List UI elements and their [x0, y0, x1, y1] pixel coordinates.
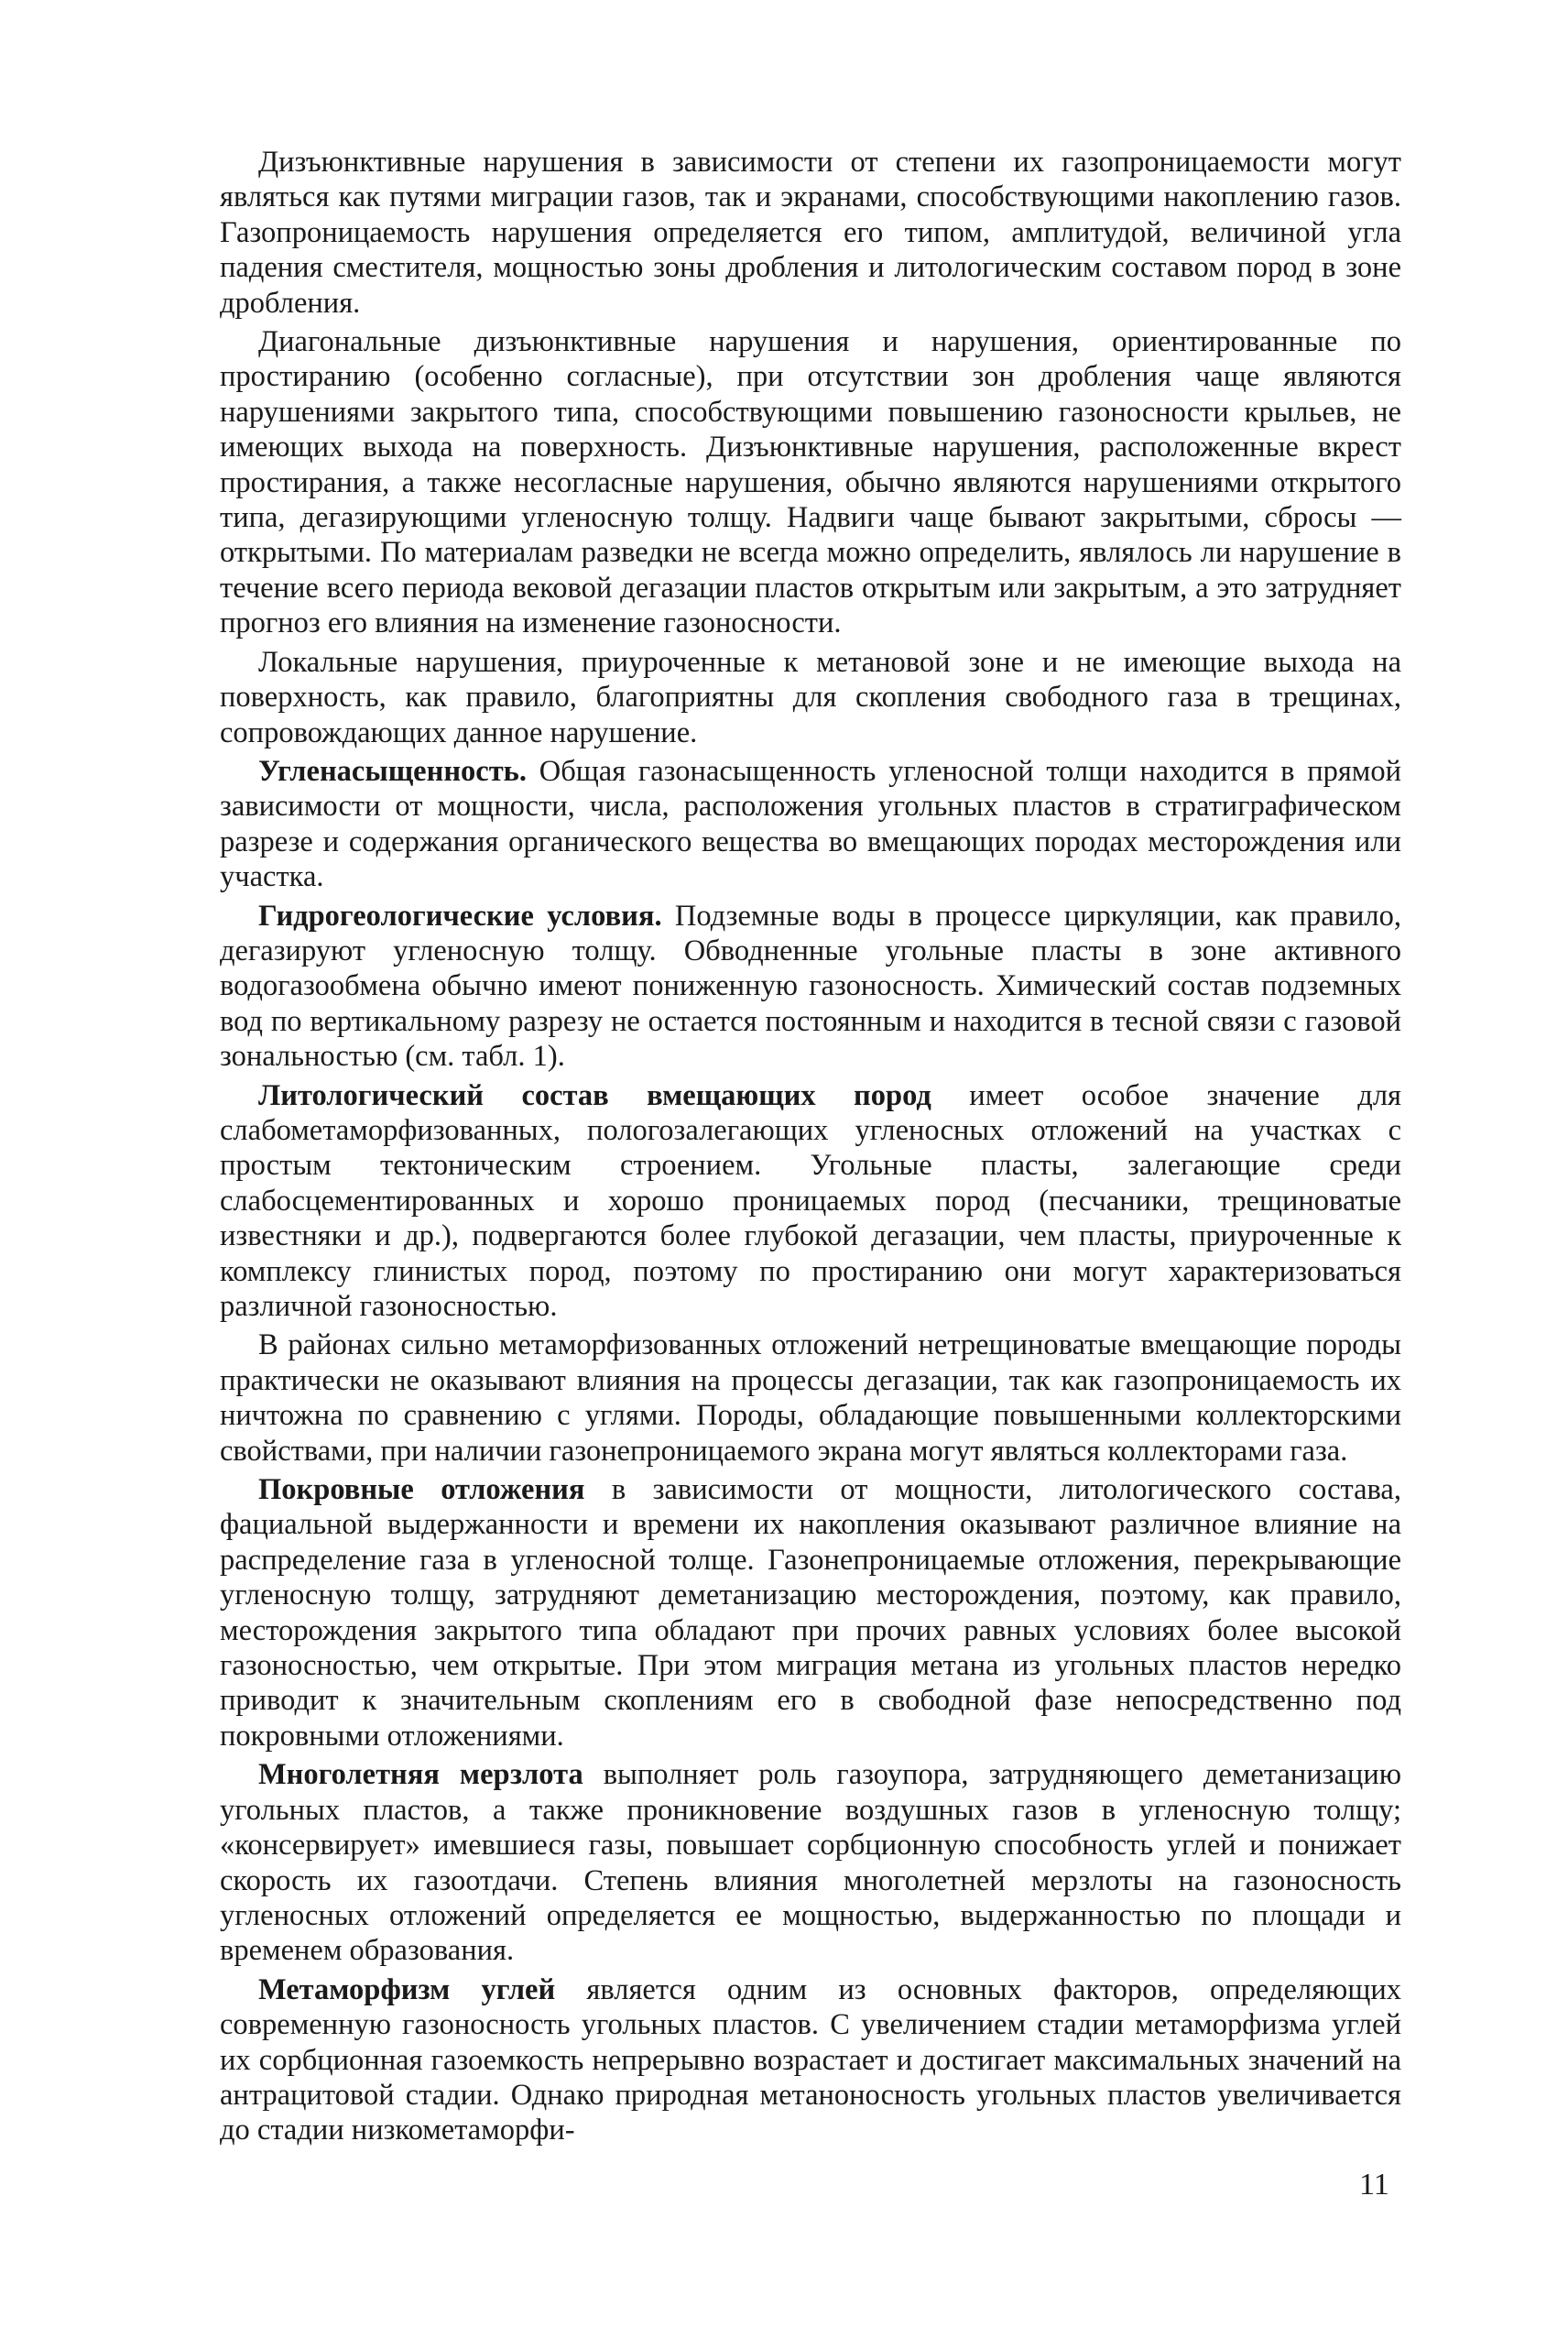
section-heading: Литологический состав вмещающих пород	[258, 1078, 931, 1112]
paragraph-permafrost	[220, 1757, 1401, 1968]
section-heading: Многолетняя мерзлота	[258, 1758, 583, 1792]
paragraph-hydrogeology	[220, 899, 1401, 1075]
paragraph-lithology	[220, 1078, 1401, 1325]
paragraph-text: в зависимости от мощности, литологического состава, фациальной выдержанности и времени их накопления оказывают различное влияние на распределение газа в угленосной толще. Газонепроницаемые отложения, перекрывающие угленосную толщу, затрудняют деметанизацию месторождения, поэтому, как правило, месторождения закрытого типа обладают при прочих равных условиях более высокой газоносностью, чем открытые. При этом миграция метана из угольных пластов нередко приводит к значительным скоплениям его в свободной фазе непосредственно под покровными отложениями.	[220, 1473, 1401, 1753]
paragraph-coal-saturation	[220, 754, 1401, 895]
paragraph-disjunctive-faults	[220, 145, 1401, 321]
section-heading: Покровные отложения	[258, 1473, 585, 1507]
paragraph-text: является одним из основных факторов, определяющих современную газоносность угольных пластов. С увеличением стадии метаморфизма углей их сорбционная газоемкость непрерывно возрастает и достигает максимальных значений на антрацитовой стадии. Однако природная метаноносность угольных пластов увеличивается до стадии низкометаморфи-	[220, 1972, 1401, 2147]
paragraph-metamorphosed-deposits	[220, 1327, 1401, 1469]
paragraph-text: Общая газонасыщенность угленосной толщи находится в прямой зависимости от мощности, числа, расположения угольных пластов в стратиграфическом разрезе и содержания органического вещества во вмещающих породах месторождения или участка.	[220, 754, 1401, 894]
section-heading: Метаморфизм углей	[258, 1972, 556, 2006]
paragraph-local-faults	[220, 645, 1401, 750]
text-column	[220, 145, 1401, 2152]
paragraph-text: Локальные нарушения, приуроченные к метановой зоне и не имеющие выхода на поверхность, как правило, благоприятны для скопления свободного газа в трещинах, сопровождающих данное нарушение.	[220, 645, 1401, 749]
page-number: 11	[1359, 2168, 1389, 2201]
paragraph-text: выполняет роль газоупора, затрудняющего деметанизацию угольных пластов, а также проникновение воздушных газов в угленосную толщу; «консервирует» имевшиеся газы, повышает сорбционную способность углей и понижает скорость их газоотдачи. Степень влияния многолетней мерзлоты на газоносность угленосных отложений определяется ее мощностью, выдержанностью по площади и временем образования.	[220, 1758, 1401, 1968]
paragraph-coal-metamorphism	[220, 1972, 1401, 2148]
paragraph-text: Дизъюнктивные нарушения в зависимости от степени их газопроницаемости могут являться как путями миграции газов, так и экранами, способствующими накоплению газов. Газопроницаемость нарушения определяется его типом, амплитудой, величиной угла падения сместителя, мощностью зоны дробления и литологическим составом пород в зоне дробления.	[220, 146, 1401, 320]
paragraph-text: Подземные воды в процессе циркуляции, как правило, дегазируют угленосную толщу. Обводненные угольные пласты в зоне активного водогазообмена обычно имеют пониженную газоносность. Химический состав подземных вод по вертикальному разрезу не остается постоянным и находится в тесной связи с газовой зональностью (см. табл. 1).	[220, 899, 1401, 1074]
paragraph-text: имеет особое значение для слабометаморфизованных, пологозалегающих угленосных отложений на участках с простым тектоническим строением. Угольные пласты, залегающие среди слабосцементированных и хорошо проницаемых пород (песчаники, трещиноватые известняки и др.), подвергаются более глубокой дегазации, чем пласты, приуроченные к комплексу глинистых пород, поэтому по простиранию они могут характеризоваться различной газоносностью.	[220, 1078, 1401, 1323]
paragraph-cover-deposits	[220, 1472, 1401, 1753]
paragraph-diagonal-faults	[220, 324, 1401, 641]
paragraph-text: Диагональные дизъюнктивные нарушения и нарушения, ориентированные по простиранию (особенно согласные), при отсутствии зон дробления чаще являются нарушениями закрытого типа, способствующими повышению газоносности крыльев, не имеющих выхода на поверхность. Дизъюнктивные нарушения, расположенные вкрест простирания, а также несогласные нарушения, обычно являются нарушениями открытого типа, дегазирующими угленосную толщу. Надвиги чаще бывают закрытыми, сбросы — открытыми. По материалам разведки не всегда можно определить, являлось ли нарушение в течение всего периода вековой дегазации пластов открытым или закрытым, а это затрудняет прогноз его влияния на изменение газоносности.	[220, 325, 1401, 640]
section-heading: Угленасыщенность.	[258, 754, 527, 788]
section-heading: Гидрогеологические условия.	[258, 899, 662, 933]
paragraph-text: В районах сильно метаморфизованных отложений нетрещиноватые вмещающие породы практически не оказывают влияния на процессы дегазации, так как газопроницаемость их ничтожна по сравнению с углями. Породы, обладающие повышенными коллекторскими свойствами, при наличии газонепроницаемого экрана могут являться коллекторами газа.	[220, 1328, 1401, 1468]
